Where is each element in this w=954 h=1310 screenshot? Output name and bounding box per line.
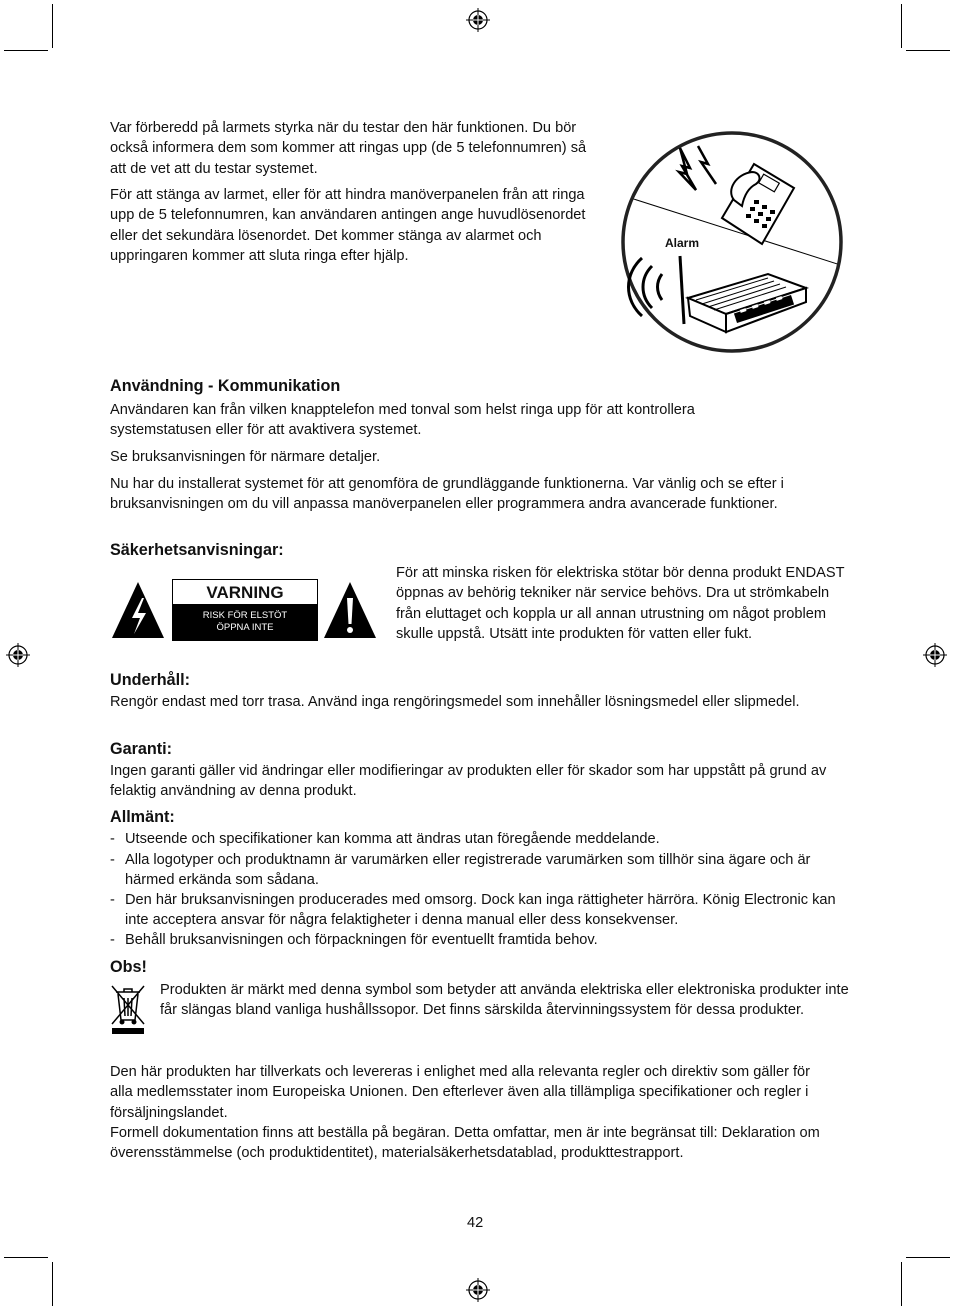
lightning-icon (679, 146, 716, 190)
list-item: - Behåll bruksanvisningen och förpackningen för eventuellt framtida behov. (110, 930, 855, 950)
warranty-heading: Garanti: (110, 740, 173, 758)
closing-paragraph-2: Formell dokumentation finns att beställa på begäran. Detta omfattar, men är inte begränsat till: Deklaration om överensstämmelse (och produktidentitet), materialsäkerhetsdatablad, produkttestrapport. (110, 1125, 820, 1162)
general-heading: Allmänt: (110, 808, 175, 826)
list-item-text: Den här bruksanvisningen producerades med omsorg. Dock kan inga rättigheter härröra. König Electronic kan inte acceptera ansvar för några felaktigheter i denna manual eller dess konsekvenser. (125, 892, 836, 929)
intro-paragraph-1: Var förberedd på larmets styrka när du testar den här funktionen. Du bör också informera dem som kommer att ringas upp (de 5 telefonnumren) så att de vet att du testar systemet. (110, 120, 587, 177)
usage-paragraph-2: Se bruksanvisningen för närmare detaljer. (110, 449, 381, 465)
list-item: - Den här bruksanvisningen producerades med omsorg. Dock kan inga rättigheter härröra. König Electronic kan inte acceptera ansvar för några felaktigheter i denna manual eller dess konsekvenser. (110, 890, 855, 931)
warning-sign-line-2: ÖPPNA INTE (216, 622, 274, 633)
exclamation-warning-icon (322, 580, 378, 640)
intro-paragraph-2: För att stänga av larmet, eller för att hindra manöverpanelen från att ringa upp de 5 telefonnumren, kan användaren antingen ange huvudlösenordet eller det sekundära lösenordet. Det kommer stänga av alarmet och uppringaren kommer att sluta ringa efter hjälp. (110, 187, 586, 264)
warning-sign-line-1: RISK FÖR ELSTÖT (202, 610, 288, 621)
registration-mark-icon (6, 643, 30, 667)
list-item-text: Behåll bruksanvisningen och förpackningen för eventuellt framtida behov. (125, 932, 598, 948)
crop-mark (4, 1257, 48, 1258)
registration-mark-icon (923, 643, 947, 667)
list-item: - Utseende och specifikationer kan komma att ändras utan föregående meddelande. (110, 829, 855, 849)
crop-mark (906, 1257, 950, 1258)
telephone-icon (722, 164, 794, 244)
weee-bin-icon (110, 982, 146, 1038)
warning-sign (172, 579, 318, 641)
obs-text: Produkten är märkt med denna symbol som betyder att använda elektriska eller elektroniska produkter inte får slängas bland vanliga hushållssopor. Det finns särskilda återvinningssystem för dessa produkter. (160, 982, 849, 1019)
list-item-text: Utseende och specifikationer kan komma att ändras utan föregående meddelande. (125, 831, 660, 847)
electric-shock-warning-icon (110, 580, 166, 640)
crop-mark (901, 1262, 902, 1306)
crop-mark (901, 4, 902, 48)
safety-heading: Säkerhetsanvisningar: (110, 541, 284, 559)
alarm-illustration (618, 128, 850, 356)
list-item: - Alla logotyper och produktnamn är varumärken eller registrerade varumärken som tillhör sina ägare och är härmed erkända som sådana. (110, 850, 855, 891)
list-item-text: Alla logotyper och produktnamn är varumärken eller registrerade varumärken som tillhör sina ägare och är härmed erkända som sådana. (125, 852, 811, 889)
maintenance-heading: Underhåll: (110, 671, 191, 689)
crop-mark (52, 1262, 53, 1306)
warranty-text: Ingen garanti gäller vid ändringar eller modifieringar av produkten eller för skador som har uppstått på grund av felaktig användning av denna produkt. (110, 763, 827, 800)
obs-heading: Obs! (110, 958, 147, 976)
closing-paragraph-1: Den här produkten har tillverkats och levereras i enlighet med alla relevanta regler och direktiv som gäller för alla medlemsstater inom Europeiska Unionen. Den efterlever även alla tillämpliga specifikationer och regler i försäljningslandet. (110, 1064, 811, 1121)
crop-mark (52, 4, 53, 48)
usage-paragraph-3: Nu har du installerat systemet för att genomföra de grundläggande funktionerna. Var vänlig och se efter i bruksanvisningen om du vill anpassa manöverpanelen eller programmera andra avancerade funktioner. (110, 476, 784, 513)
usage-heading: Användning - Kommunikation (110, 377, 341, 395)
alarm-panel-icon (680, 256, 806, 332)
alarm-label: Alarm (665, 236, 700, 250)
usage-paragraph-1: Användaren kan från vilken knapptelefon med tonval som helst ringa upp för att kontrollera systemstatusen eller för att avaktivera systemet. (110, 402, 695, 439)
crop-mark (4, 50, 48, 51)
maintenance-text: Rengör endast med torr trasa. Använd inga rengöringsmedel som innehåller lösningsmedel eller slipmedel. (110, 694, 800, 710)
safety-text: För att minska risken för elektriska stötar bör denna produkt ENDAST öppnas av behörig tekniker när service behövs. Dra ut strömkabeln från eluttaget och koppla ur all annan utrustning om något problem skulle uppstå. Utsätt inte produkten för vatten eller fukt. (396, 565, 845, 642)
registration-mark-icon (466, 8, 490, 32)
page-number: 42 (467, 1215, 484, 1231)
registration-mark-icon (466, 1278, 490, 1302)
warning-sign-title: VARNING (173, 580, 317, 604)
crop-mark (906, 50, 950, 51)
